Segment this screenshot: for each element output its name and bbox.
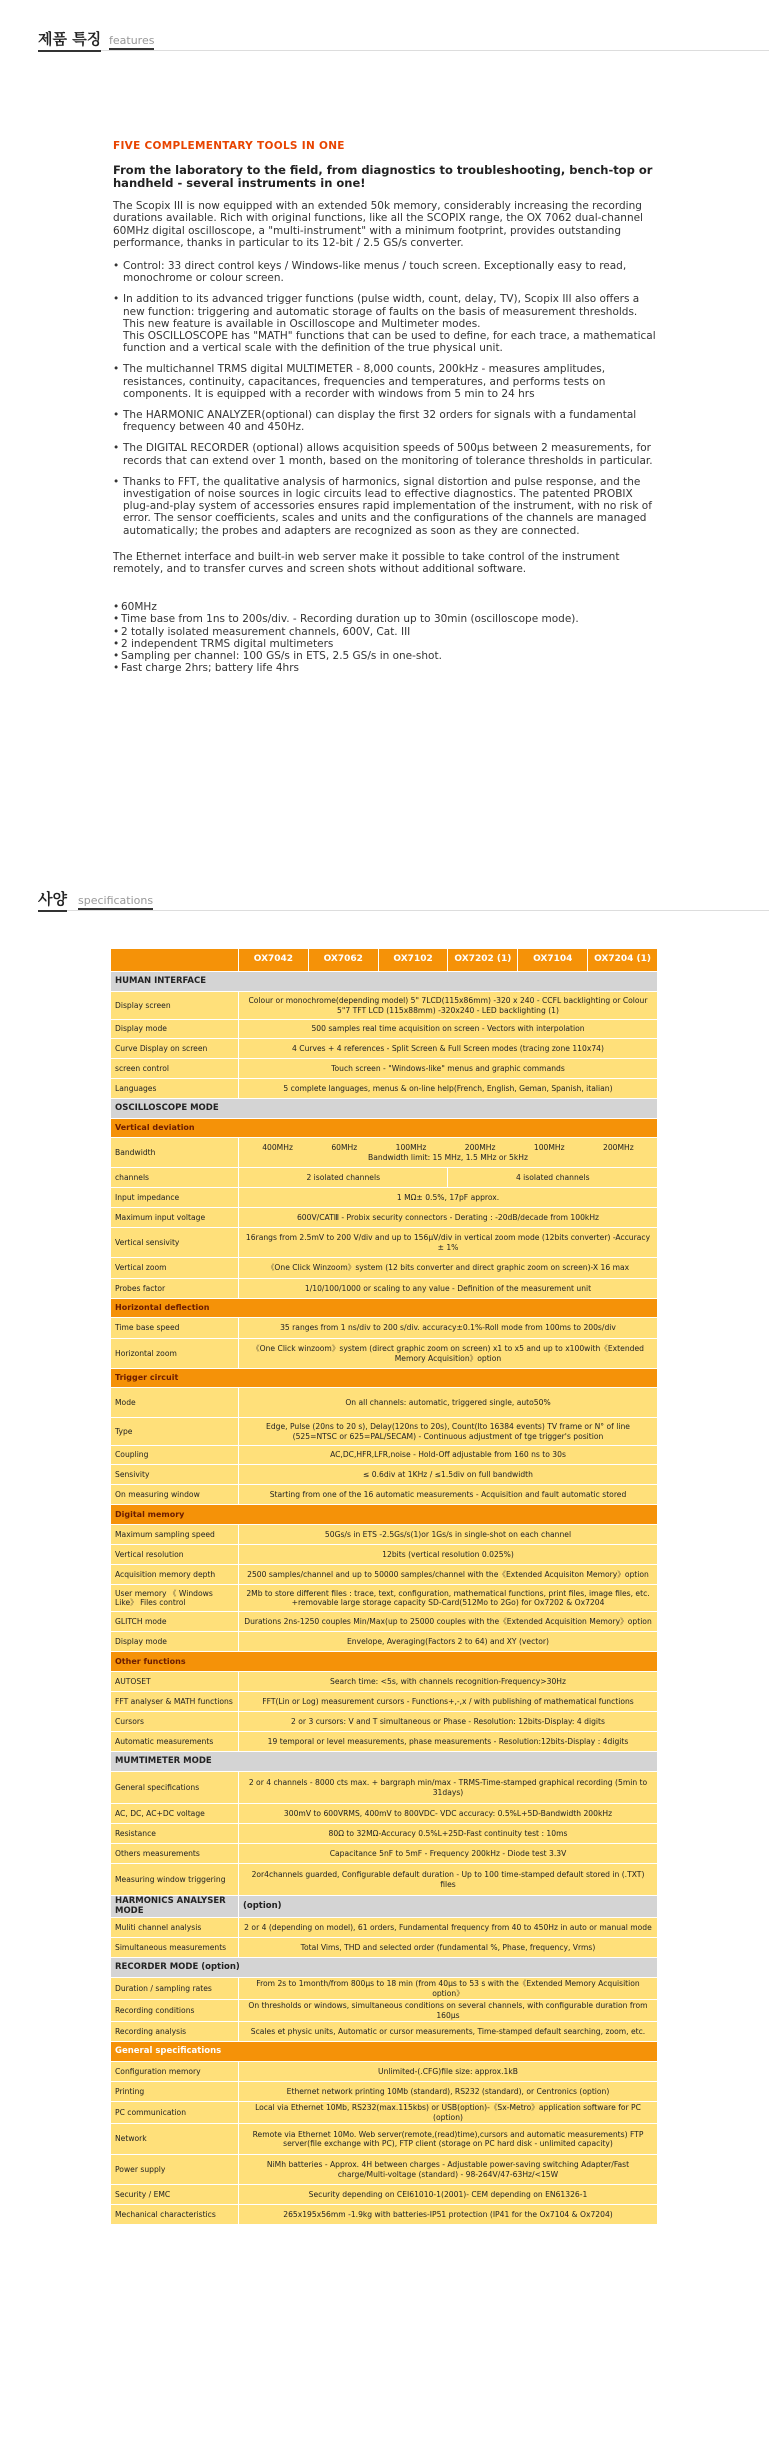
spec-label: Sensivity bbox=[111, 1465, 239, 1485]
features-ethernet: The Ethernet interface and built-in web server make it possible to take control of the instrument remotely, and to transfer curves and screen shots without additional software. bbox=[113, 550, 620, 576]
spec-label: Coupling bbox=[111, 1446, 239, 1465]
spec-value: Remote via Ethernet 10Mo. Web server(remote,(read)time),cursors and automatic measurements) FTP server(file exchange with PC), FTP client (storage on PC hard disk - unlimited capacity) bbox=[239, 2124, 658, 2155]
model-header: OX7104 bbox=[518, 949, 588, 972]
spec-value: 4 Curves + 4 references - Split Screen & Full Screen modes (tracing zone 110x74) bbox=[239, 1039, 658, 1059]
spec-label: Time base speed bbox=[111, 1318, 239, 1339]
spec-value: On thresholds or windows, simultaneous conditions on several channels, with configurable duration from 160µs bbox=[239, 2000, 658, 2022]
spec-label: Cursors bbox=[111, 1712, 239, 1732]
spec-value: 35 ranges from 1 ns/div to 200 s/div. accuracy±0.1%-Roll mode from 100ms to 200s/div bbox=[239, 1318, 658, 1339]
sub-heading: Trigger circuit bbox=[111, 1369, 658, 1388]
spec-label: Muliti channel analysis bbox=[111, 1918, 239, 1938]
spec-value: 265x195x56mm -1.9kg with batteries-IP51 protection (IP41 for the Ox7104 & Ox7204) bbox=[239, 2205, 658, 2225]
spec-value: Capacitance 5nF to 5mF - Frequency 200kHz - Diode test 3.3V bbox=[239, 1844, 658, 1864]
spec-label: Vertical sensivity bbox=[111, 1228, 239, 1258]
spec-label: Simultaneous measurements bbox=[111, 1938, 239, 1958]
sub-heading: Other functions bbox=[111, 1652, 658, 1672]
spec-label: Recording analysis bbox=[111, 2022, 239, 2042]
features-header-ko: 제품 특징 bbox=[38, 32, 101, 52]
quick-item: • Fast charge 2hrs; battery life 4hrs bbox=[113, 662, 658, 674]
features-title: FIVE COMPLEMENTARY TOOLS IN ONE bbox=[113, 140, 345, 152]
spec-label: Resistance bbox=[111, 1824, 239, 1844]
features-intro: The Scopix III is now equipped with an extended 50k memory, considerably increasing the recording durations available. Rich with original functions, like all the SCOPIX range, the OX 7062 dual-channel 60MHz digital oscilloscope, a "multi-instrument" with a minimum footprint, provides outstanding performance, thanks in particular to its 12-bit / 2.5 GS/s converter. bbox=[113, 200, 643, 249]
specifications-table bbox=[110, 948, 658, 2225]
spec-value: 500 samples real time acquisition on screen - Vectors with interpolation bbox=[239, 1020, 658, 1039]
spec-value-bandwidth bbox=[239, 1138, 658, 1168]
spec-value: 50Gs/s in ETS -2.5Gs/s(1)or 1Gs/s in single-shot on each channel bbox=[239, 1525, 658, 1545]
spec-value: 600V/CATⅢ - Probix security connectors - Derating : -20dB/decade from 100kHz bbox=[239, 1208, 658, 1228]
spec-label: Duration / sampling rates bbox=[111, 1978, 239, 2000]
group-heading: HUMAN INTERFACE bbox=[111, 972, 658, 992]
spec-label: Power supply bbox=[111, 2155, 239, 2185]
group-heading: OSCILLOSCOPE MODE bbox=[111, 1099, 658, 1119]
spec-label: Configuration memory bbox=[111, 2062, 239, 2082]
spec-label: Curve Display on screen bbox=[111, 1039, 239, 1059]
features-bullet: • The DIGITAL RECORDER (optional) allows acquisition speeds of 500µs between 2 measurements, for records that can extend over 1 month, based on the monitoring of tolerance thresholds in particular. bbox=[113, 442, 658, 466]
spec-value: 300mV to 600VRMS, 400mV to 800VDC- VDC accuracy: 0.5%L+5D-Bandwidth 200kHz bbox=[239, 1804, 658, 1824]
spec-label: Probes factor bbox=[111, 1279, 239, 1299]
spec-value: On all channels: automatic, triggered single, auto50% bbox=[239, 1388, 658, 1418]
spec-label: PC communication bbox=[111, 2102, 239, 2124]
spec-value: Ethernet network printing 10Mb (standard), RS232 (standard), or Centronics (option) bbox=[239, 2082, 658, 2102]
spec-value: 16rangs from 2.5mV to 200 V/div and up to 156µV/div in vertical zoom mode (12bits converter) -Accuracy ± 1% bbox=[239, 1228, 658, 1258]
spec-label: Display screen bbox=[111, 992, 239, 1020]
spec-label: Horizontal zoom bbox=[111, 1339, 239, 1369]
spec-label: Vertical zoom bbox=[111, 1258, 239, 1279]
quick-item: • 2 independent TRMS digital multimeters bbox=[113, 638, 658, 650]
model-header: OX7062 bbox=[308, 949, 378, 972]
spec-label: Recording conditions bbox=[111, 2000, 239, 2022]
model-header: OX7202 (1) bbox=[448, 949, 518, 972]
spec-label: GLITCH mode bbox=[111, 1612, 239, 1632]
spec-value: Envelope, Averaging(Factors 2 to 64) and XY (vector) bbox=[239, 1632, 658, 1652]
bandwidth-value: 100MHz bbox=[395, 1143, 427, 1152]
features-bullet-extra: This OSCILLOSCOPE has "MATH" functions that can be used to define, for each trace, a mathematical function and a vertical scale with the definition of the true physical unit. bbox=[123, 330, 656, 355]
spec-value: Unlimited-(.CFG)file size: approx.1kB bbox=[239, 2062, 658, 2082]
sub-heading: Horizontal deflection bbox=[111, 1299, 658, 1318]
bandwidth-value: 60MHz bbox=[331, 1143, 358, 1152]
spec-label: Languages bbox=[111, 1079, 239, 1099]
bandwidth-limit: Bandwidth limit: 15 MHz, 1.5 MHz or 5kHz bbox=[368, 1152, 528, 1162]
spec-value: NiMh batteries - Approx. 4H between charges - Adjustable power-saving switching Adapter/Fast charge/Multi-voltage (standard) - 98-264V/47-63Hz/<15W bbox=[239, 2155, 658, 2185]
spec-label: Printing bbox=[111, 2082, 239, 2102]
spec-value: 2or4channels guarded, Configurable default duration - Up to 100 time-stamped default stored in (.TXT) files bbox=[239, 1864, 658, 1896]
bandwidth-value: 200MHz bbox=[464, 1143, 496, 1152]
features-quick-list bbox=[113, 601, 658, 674]
spec-label: Mechanical characteristics bbox=[111, 2205, 239, 2225]
spec-label: Maximum sampling speed bbox=[111, 1525, 239, 1545]
spec-label: General specifications bbox=[111, 1772, 239, 1804]
spec-label: Bandwidth bbox=[111, 1138, 239, 1168]
spec-value: Local via Ethernet 10Mb, RS232(max.115kbs) or USB(option)-《Sx-Metro》application software for PC (option) bbox=[239, 2102, 658, 2124]
spec-label: channels bbox=[111, 1168, 239, 1188]
sub-heading: Vertical deviation bbox=[111, 1119, 658, 1138]
spec-value: 19 temporal or level measurements, phase measurements - Resolution:12bits-Display : 4digits bbox=[239, 1732, 658, 1752]
spec-value: FFT(Lin or Log) measurement cursors - Functions+,-,x / with publishing of mathematical functions bbox=[239, 1692, 658, 1712]
spec-label: Acquisition memory depth bbox=[111, 1565, 239, 1585]
spec-value: From 2s to 1month/from 800µs to 18 min (from 40µs to 53 s with the《Extended Memory Acquisition option》 bbox=[239, 1978, 658, 2000]
features-subtitle: From the laboratory to the field, from diagnostics to troubleshooting, bench-top or handheld - several instruments in one! bbox=[113, 163, 653, 191]
features-bullet: • The HARMONIC ANALYZER(optional) can display the first 32 orders for signals with a fundamental frequency between 40 and 450Hz. bbox=[113, 409, 658, 433]
specs-header-ko: 사양 bbox=[38, 892, 67, 912]
spec-value: 2 or 4 channels - 8000 cts max. + bargraph min/max - TRMS-Time-stamped graphical recording (5min to 31days) bbox=[239, 1772, 658, 1804]
spec-label: Type bbox=[111, 1418, 239, 1446]
spec-value: 2 isolated channels bbox=[239, 1168, 448, 1188]
sub-heading: Digital memory bbox=[111, 1505, 658, 1525]
features-bullet: • The multichannel TRMS digital MULTIMETER - 8,000 counts, 200kHz - measures amplitudes, resistances, continuity, capacitances, frequencies and temperatures, and performs tests on components. It is equipped with a recorder with windows from 5 min to 24 hrs bbox=[113, 363, 658, 400]
spec-label: Automatic measurements bbox=[111, 1732, 239, 1752]
spec-value: Scales et physic units, Automatic or cursor measurements, Time-stamped default searching, zoom, etc. bbox=[239, 2022, 658, 2042]
spec-value: Total Vims, THD and selected order (fundamental %, Phase, frequency, Vrms) bbox=[239, 1938, 658, 1958]
group-heading: RECORDER MODE (option) bbox=[111, 1958, 658, 1978]
bandwidth-value: 400MHz bbox=[262, 1143, 293, 1152]
spec-label: Display mode bbox=[111, 1020, 239, 1039]
spec-value: 2500 samples/channel and up to 50000 samples/channel with the《Extended Acquisiton Memory》option bbox=[239, 1565, 658, 1585]
spec-value: Starting from one of the 16 automatic measurements - Acquisition and fault automatic stored bbox=[239, 1485, 658, 1505]
spec-value: 80Ω to 32MΩ-Accuracy 0.5%L+25D-Fast continuity test : 10ms bbox=[239, 1824, 658, 1844]
spec-value: 2 or 4 (depending on model), 61 orders, Fundamental frequency from 40 to 450Hz in auto or manual mode bbox=[239, 1918, 658, 1938]
spec-label: Vertical resolution bbox=[111, 1545, 239, 1565]
spec-label: User memory 《 Windows Like》 Files control bbox=[111, 1585, 239, 1612]
spec-value: Durations 2ns-1250 couples Min/Max(up to 25000 couples with the《Extended Acquisition Memory》option bbox=[239, 1612, 658, 1632]
spec-value: 4 isolated channels bbox=[448, 1168, 658, 1188]
spec-label: Others measurements bbox=[111, 1844, 239, 1864]
features-content bbox=[113, 140, 658, 675]
specs-header-en: specifications bbox=[78, 895, 153, 910]
group-heading: MUMTIMETER MODE bbox=[111, 1752, 658, 1772]
features-bullet: • In addition to its advanced trigger functions (pulse width, count, delay, TV), Scopix III also offers a new function: triggering and automatic storage of faults on the basis of measurement thresholds. This new feature is available in Oscilloscope and Multimeter modes. This OSCILLOSCOPE has "MATH" functions that can be used to define, for each trace, a mathematical function and a vertical scale with the definition of the true physical unit. bbox=[113, 293, 658, 354]
group-heading: HARMONICS ANALYSER MODE bbox=[111, 1896, 239, 1918]
features-bullet: • Control: 33 direct control keys / Windows-like menus / touch screen. Exceptionally easy to read, monochrome or colour screen. bbox=[113, 260, 658, 284]
spec-label: screen control bbox=[111, 1059, 239, 1079]
quick-item: • Time base from 1ns to 200s/div. - Recording duration up to 30min (oscilloscope mode). bbox=[113, 613, 658, 625]
spec-value: 1 MΩ± 0.5%, 17pF approx. bbox=[239, 1188, 658, 1208]
spec-label: Mode bbox=[111, 1388, 239, 1418]
spec-label: Maximum input voltage bbox=[111, 1208, 239, 1228]
quick-item: • 2 totally isolated measurement channels, 600V, Cat. III bbox=[113, 626, 658, 638]
features-bullet-list bbox=[113, 260, 658, 537]
features-header-en: features bbox=[109, 35, 154, 50]
specs-section-header bbox=[38, 892, 769, 911]
spec-value: 《One Click Winzoom》system (12 bits converter and direct graphic zoom on screen)-X 16 max bbox=[239, 1258, 658, 1279]
group-heading-option: (option) bbox=[239, 1896, 658, 1918]
spec-value: AC,DC,HFR,LFR,noise - Hold-Off adjustable from 160 ns to 30s bbox=[239, 1446, 658, 1465]
spec-label: Network bbox=[111, 2124, 239, 2155]
spec-value: Search time: <5s, with channels recognition-Frequency>30Hz bbox=[239, 1672, 658, 1692]
spec-value: 5 complete languages, menus & on-line help(French, English, Geman, Spanish, italian) bbox=[239, 1079, 658, 1099]
spec-value: Security depending on CEI61010-1(2001)- CEM depending on EN61326-1 bbox=[239, 2185, 658, 2205]
spec-label: Input impedance bbox=[111, 1188, 239, 1208]
features-bullet: • Thanks to FFT, the qualitative analysis of harmonics, signal distortion and pulse response, and the investigation of noise sources in logic circuits lead to effective diagnostics. The patented PROBIX plug-and-play system of accessories ensures rapid implementation of the instrument, with no risk of error. The sensor coefficients, scales and units and the configurations of the channels are managed automatically; the probes and adapters are recognized as soon as they are connected. bbox=[113, 476, 658, 537]
spec-value: 《One Click winzoom》system (direct graphic zoom on screen) x1 to x5 and up to x100with《Extended Memory Acquisition》option bbox=[239, 1339, 658, 1369]
model-header: OX7042 bbox=[239, 949, 309, 972]
spec-label: Security / EMC bbox=[111, 2185, 239, 2205]
features-section-header bbox=[38, 32, 769, 51]
quick-item: • Sampling per channel: 100 GS/s in ETS, 2.5 GS/s in one-shot. bbox=[113, 650, 658, 662]
spec-label: AUTOSET bbox=[111, 1672, 239, 1692]
spec-value: Colour or monochrome(depending model) 5" 7LCD(115x86mm) -320 x 240 - CCFL backlighting or Colour 5"7 TFT LCD (115x88mm) -320x240 - LED backlighting (1) bbox=[239, 992, 658, 1020]
spec-label: On measuring window bbox=[111, 1485, 239, 1505]
spec-label: Measuring window triggering bbox=[111, 1864, 239, 1896]
spec-label: AC, DC, AC+DC voltage bbox=[111, 1804, 239, 1824]
spec-label: Display mode bbox=[111, 1632, 239, 1652]
bandwidth-value: 200MHz bbox=[602, 1143, 634, 1152]
spec-value: ≤ 0.6div at 1KHz / ≤1.5div on full bandwidth bbox=[239, 1465, 658, 1485]
spec-value: 1/10/100/1000 or scaling to any value - Definition of the measurement unit bbox=[239, 1279, 658, 1299]
spec-value: 2Mb to store different files : trace, text, configuration, mathematical functions, print files, image files, etc. +removable large storage capacity SD-Card(512Mo to 2Go) for Ox7202 & Ox7204 bbox=[239, 1585, 658, 1612]
spec-value: 12bits (vertical resolution 0.025%) bbox=[239, 1545, 658, 1565]
spec-label: FFT analyser & MATH functions bbox=[111, 1692, 239, 1712]
model-header: OX7102 bbox=[378, 949, 448, 972]
spec-value: Touch screen - "Windows-like" menus and graphic commands bbox=[239, 1059, 658, 1079]
spec-value: 2 or 3 cursors: V and T simultaneous or Phase - Resolution: 12bits-Display: 4 digits bbox=[239, 1712, 658, 1732]
model-header: OX7204 (1) bbox=[588, 949, 658, 972]
group-heading: General specifications bbox=[111, 2042, 658, 2062]
bandwidth-value: 100MHz bbox=[533, 1143, 565, 1152]
spec-value: Edge, Pulse (20ns to 20 s), Delay(120ns to 20s), Count(Ito 16384 events) TV frame or N° of line (525=NTSC or 625=PAL/SECAM) - Continuous adjustment of tge trigger's position bbox=[239, 1418, 658, 1446]
quick-item: • 60MHz bbox=[113, 601, 658, 613]
